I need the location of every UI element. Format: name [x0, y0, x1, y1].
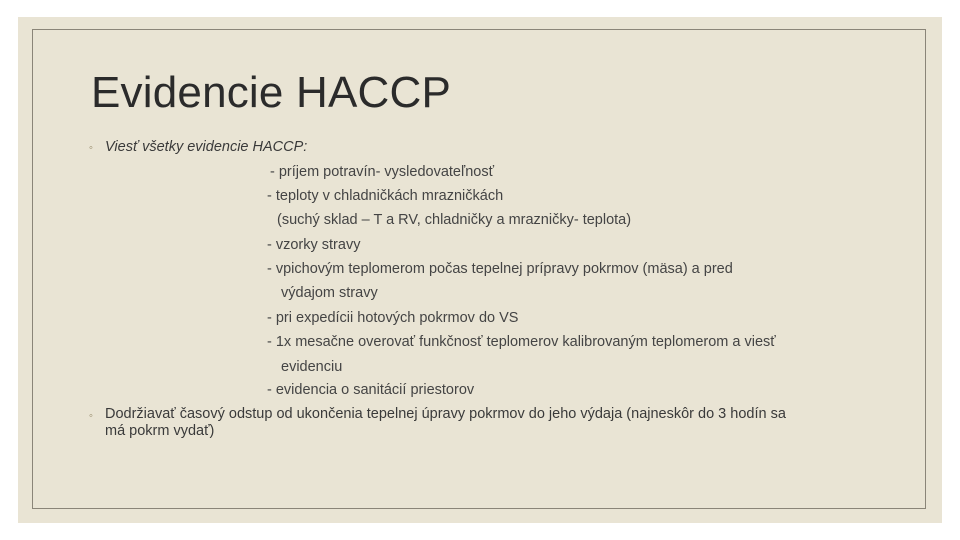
sub-item-food-samples: - vzorky stravy	[267, 237, 361, 253]
sub-item-sanitation: - evidencia o sanitácií priestorov	[267, 382, 475, 398]
bullet-2-text-line-1: Dodržiavať časový odstup od ukončenia tepelnej úpravy pokrmov do jeho výdaja (najneskôr do 3 hodín sa	[105, 406, 786, 422]
bullet-2-text-line-2: má pokrm vydať)	[105, 423, 215, 439]
sub-item-expedition: - pri expedícii hotových pokrmov do VS	[267, 310, 519, 326]
bullet-1-text: Viesť všetky evidencie HACCP:	[105, 139, 308, 155]
bullet-marker-1: ◦	[89, 142, 93, 154]
slide-title: Evidencie HACCP	[91, 68, 452, 117]
bullet-marker-2: ◦	[89, 410, 93, 422]
sub-item-calibration-cont: evidenciu	[281, 359, 343, 375]
sub-item-probe-thermometer: - vpichovým teplomerom počas tepelnej prípravy pokrmov (mäsa) a pred	[267, 261, 733, 277]
sub-item-receipt: - príjem potravín- vysledovateľnosť	[270, 164, 495, 180]
sub-item-dry-storage: (suchý sklad – T a RV, chladničky a mrazničky- teplota)	[277, 212, 632, 228]
sub-item-probe-thermometer-cont: výdajom stravy	[281, 285, 378, 301]
sub-item-fridge-temps: - teploty v chladničkách mrazničkách	[267, 188, 504, 204]
sub-item-calibration: - 1x mesačne overovať funkčnosť teplomerov kalibrovaným teplomerom a viesť	[267, 334, 776, 350]
